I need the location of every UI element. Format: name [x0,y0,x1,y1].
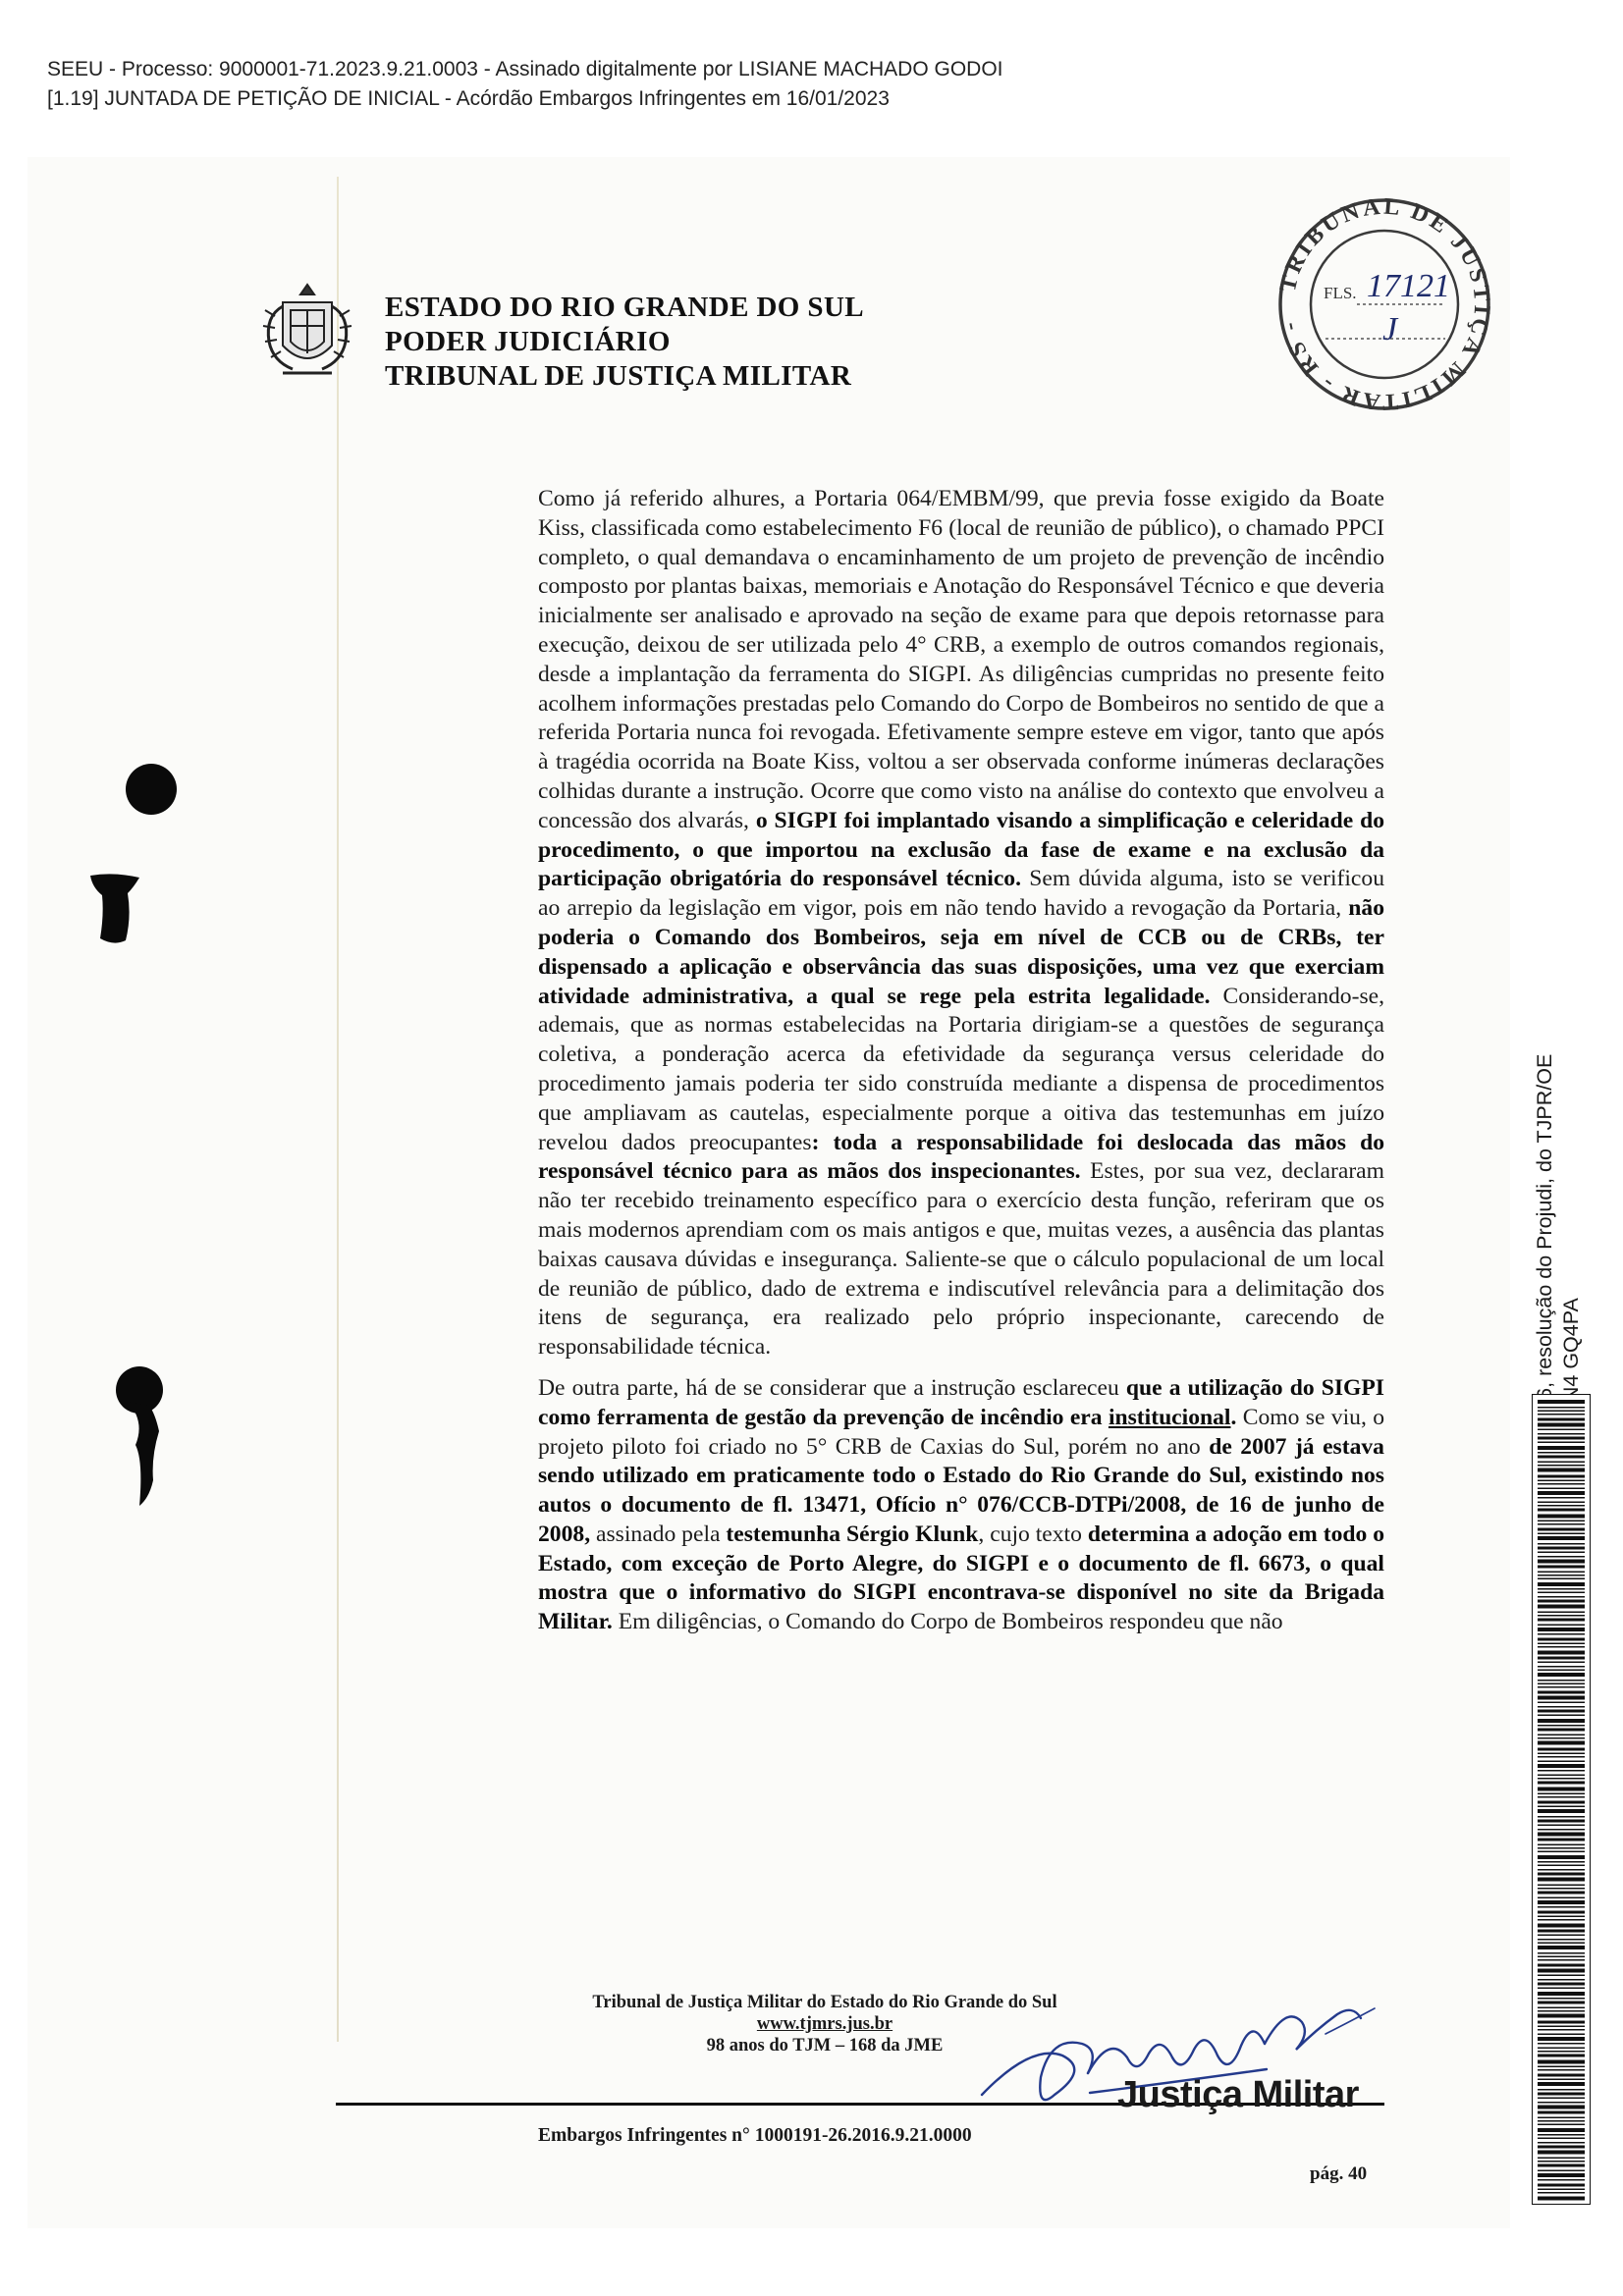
barcode-bar [1538,2029,1585,2031]
barcode-bar [1538,1897,1585,1899]
barcode-bar [1538,1651,1585,1655]
body-text [538,485,1384,1649]
justica-militar-logo: Justiça Militar [1117,2074,1359,2115]
barcode-bar [1538,1600,1585,1603]
barcode-bar [1538,2151,1585,2155]
stamp-fls-label: FLS. [1324,284,1357,302]
barcode-bar [1538,2007,1585,2009]
barcode-bar [1538,1788,1585,1791]
barcode-bar [1538,1588,1585,1590]
barcode-bar [1538,1761,1585,1763]
barcode-bar [1538,1706,1585,1708]
barcode-bar [1538,1643,1585,1645]
barcode-bar [1538,1770,1585,1772]
bold-text-run: não poderia o Comando dos Bombeiros, seja em nível de CCB ou de CRBs, ter dispensado a aplicação e observância das suas disposições, uma vez que exerciam atividade administrativa, a qual se rege pela estrita legalidade. [538,895,1384,1009]
court-stamp [1267,187,1502,422]
barcode-bar [1538,1924,1585,1928]
barcode-bar [1538,2197,1585,2201]
barcode-bar [1538,2002,1585,2004]
barcode-bar [1538,1662,1585,1664]
barcode-bar [1538,1873,1585,1876]
barcode-bar [1538,2128,1585,2132]
barcode-bar [1538,2079,1585,2081]
barcode-bar [1538,1566,1585,1569]
barcode-bar [1538,1673,1585,1677]
barcode-bar [1538,1710,1585,1713]
court-title-power: PODER JUDICIÁRIO [385,326,671,357]
barcode-bar [1538,1775,1585,1777]
barcode-bar [1538,2134,1585,2136]
ink-blot-mark [84,870,143,948]
barcode-bar [1538,1691,1585,1694]
barcode-bar [1538,1411,1585,1413]
barcode-bar [1538,1605,1585,1609]
barcode-bar [1538,1888,1585,1890]
footer-url[interactable]: www.tjmrs.jus.br [756,2014,893,2034]
barcode-bar [1538,1851,1585,1853]
bold-text-run: de 2007 já estava sendo utilizado em praticamente todo o Estado do Rio Grande do Sul, existindo nos autos o documento de fl. 13471, Ofício n° 076/CCB-DTPi/2008, de 16 de junho de 2008, [538,1433,1384,1547]
court-title-tribunal: TRIBUNAL DE JUSTIÇA MILITAR [385,360,852,392]
barcode-bar [1538,2089,1585,2091]
barcode-bar [1538,1756,1585,1758]
barcode-bar [1538,1753,1585,1755]
barcode-bar [1538,1946,1585,1949]
barcode-bar [1538,2120,1585,2122]
barcode-bar [1538,1628,1585,1631]
barcode-bar [1538,1612,1585,1614]
barcode-bar [1538,1833,1585,1837]
barcode-bar [1538,1719,1585,1723]
barcode-bar [1538,1725,1585,1727]
barcode-bar [1538,2034,1585,2036]
barcode-bar [1538,2102,1585,2104]
barcode-bar [1538,1741,1585,1745]
text-run: Estes, por sua vez, declararam não ter recebido treinamento específico para o exercício desta função, referiram que os mais modernos aprendiam com os mais antigos e que, muitas vezes, a ausência das plantas baixas causava dúvidas e insegurança. Saliente-se que o cálculo populacional de um local de reunião de público, dado de extrema e indiscutível relevância para a delimitação dos itens de segurança, era realizado pelo próprio inspecionante, carecendo de responsabilidade técnica. [538,1158,1385,1361]
barcode-bar [1538,1543,1585,1545]
barcode-bar [1538,2069,1585,2071]
barcode-bar [1538,1844,1585,1846]
barcode-bar [1538,2060,1585,2064]
barcode-bar [1538,1820,1585,1823]
barcode-bar [1538,1575,1585,1576]
barcode-bar [1538,2179,1585,2181]
barcode-bar [1538,1816,1585,1818]
barcode-bar [1538,1729,1585,1732]
barcode-bar [1538,1400,1585,1404]
barcode-bar [1538,1702,1585,1704]
barcode-bar [1538,1839,1585,1842]
barcode-bar [1538,1497,1585,1499]
text-run: assinado pela [590,1521,727,1547]
barcode-bar [1538,1992,1585,1996]
barcode-bar [1538,1959,1585,1961]
barcode-bar [1538,1855,1585,1859]
barcode-bar [1538,2138,1585,2140]
paragraph-2 [538,1374,1384,1637]
barcode-bar [1538,1521,1585,1522]
text-run: , cujo texto [978,1521,1088,1547]
barcode-bar [1538,1829,1585,1831]
barcode-bar [1538,1906,1585,1908]
stamp-handwritten-mark: J [1382,311,1398,347]
barcode-bar [1538,2106,1585,2109]
barcode-bar [1538,2021,1585,2024]
barcode-bar [1538,2111,1585,2114]
ink-blot-mark [110,1362,179,1510]
bold-text-run: institucional [1108,1404,1231,1430]
barcode-bar [1538,1505,1585,1507]
seeu-header-line1: SEEU - Processo: 9000001-71.2023.9.21.0003 - Assinado digitalmente por LISIANE MACHADO GODOI [47,58,1003,80]
barcode-bar [1538,1919,1585,1921]
barcode-bar [1538,1533,1585,1535]
barcode-bar [1538,2117,1585,2119]
barcode-bar [1538,1433,1585,1435]
barcode-bar [1538,1523,1585,1525]
barcode-bar [1538,1764,1585,1768]
barcode-bar [1538,1796,1585,1798]
barcode-bar [1538,1975,1585,1977]
barcode-bar [1538,2037,1585,2041]
barcode-bar [1538,1900,1585,1904]
barcode-bar [1538,1657,1585,1660]
seeu-header-line2: [1.19] JUNTADA DE PETIÇÃO DE INICIAL - Acórdão Embargos Infringentes em 16/01/2023 [47,87,890,110]
barcode-bar [1538,1666,1585,1668]
barcode-bar [1538,1528,1585,1531]
margin-line [337,177,339,2042]
barcode-bar [1538,1491,1585,1495]
barcode-bar [1538,1483,1585,1485]
bold-text-run: . [1230,1404,1237,1430]
footer-anniversary: 98 anos do TJM – 168 da JME [706,2036,944,2056]
bold-text-run: que a utilização do SIGPI como ferramenta de gestão da prevenção de incêndio era [538,1374,1384,1430]
stamp-fls-number: 17121 [1367,268,1450,304]
barcode-bar [1538,2098,1585,2100]
barcode-bar [1538,1547,1585,1550]
page-number: pág. 40 [1310,2163,1368,2184]
barcode-bar [1538,1646,1585,1648]
barcode-bar [1538,2043,1585,2045]
barcode-bar [1538,1956,1585,1958]
barcode-bar [1538,1407,1585,1409]
barcode-bar [1538,1969,1585,1973]
barcode-bar [1538,1683,1585,1685]
barcode-bar [1538,1446,1585,1450]
barcode-bar [1538,1556,1585,1558]
punch-hole-mark [122,760,181,819]
text-run: Considerando-se, ademais, que as normas estabelecidas na Portaria dirigiam-se a questões de segurança coletiva, a ponderação acerca da efetividade da segurança versus celeridade do procedimento jamais poderia ter sido construída mediante a dispensa de procedimentos que ampliavam as cautelas, especialmente porque a oitiva das testemunhas em juízo revelou dados preocupantes [538,983,1385,1155]
text-run: Como já referido alhures, a Portaria 064/EMBM/99, que previa fosse exigido da Boate Kiss, classificada como estabelecimento F6 (local de reunião de público), o chamado PPCI completo, o qual demandava o encaminhamento de um projeto de prevenção de incêndio composto por plantas baixas, memoriais e Anotação do Responsável Técnico e que deveria inicialmente ser analisado e aprovado na seção de exame para que depois retornasse para execução, deixou de ser utilizada pelo 4° CRB, a exemplo de outros comandos regionais, desde a implantação da ferramenta do SIGPI. As diligências cumpridas no presente feito acolhem informações prestadas pelo Comando do Corpo de Bombeiros no sentido de que a referida Portaria nunca foi revogada. Efetivamente sempre esteve em vigor, tanto que após à tragédia ocorrida na Boate Kiss, voltou a ser observada conforme inúmeras declarações colhidas durante a instrução. Ocorre que como visto na análise do contexto que envolveu a concessão dos alvarás, [538,486,1384,833]
barcode-bar [1538,1869,1585,1871]
barcode-bar [1538,1825,1585,1827]
barcode-bar [1538,1988,1585,1990]
barcode-bar [1538,2164,1585,2167]
paragraph-1 [538,485,1384,1362]
barcode-bar [1538,1442,1585,1444]
barcode-bar [1538,1515,1585,1519]
barcode-bar [1538,1509,1585,1512]
case-number: Embargos Infringentes n° 1000191-26.2016.9.21.0000 [538,2125,972,2146]
text-run: Em diligências, o Comando do Corpo de Bombeiros respondeu que não [612,1609,1283,1635]
barcode-bar [1538,1418,1585,1421]
barcode-bar [1538,2082,1585,2086]
barcode-bar [1538,1625,1585,1627]
barcode-bar [1538,1480,1585,1482]
barcode-bar [1538,1801,1585,1804]
barcode-bar [1538,1885,1585,1887]
seeu-header [47,55,1520,114]
barcode-bar [1538,2124,1585,2126]
barcode-bar [1538,1596,1585,1598]
barcode-bar [1538,1552,1585,1554]
barcode-bar [1538,1572,1585,1574]
barcode-bar [1538,2026,1585,2028]
barcode-bar [1538,1686,1585,1688]
footer-court-name: Tribunal de Justiça Militar do Estado do Rio Grande do Sul [592,1993,1057,2012]
barcode-bar [1538,1793,1585,1795]
barcode-bar [1538,1465,1585,1467]
text-run: Como se viu, o projeto piloto foi criado no 5° CRB de Caxias do Sul, porém no ano [538,1404,1384,1460]
barcode-bar [1538,2184,1585,2187]
barcode-bar [1538,1964,1585,1967]
barcode-bar [1538,2170,1585,2172]
barcode-bar [1538,1847,1585,1849]
barcode-bar [1538,1952,1585,1954]
text-run: Sem dúvida alguma, isto se verificou ao arrepio da legislação em vigor, pois em não tendo havido a revogação da Portaria, [538,866,1384,922]
barcode-bar [1538,1423,1585,1427]
barcode-bar [1538,2173,1585,2177]
bold-text-run: : toda a responsabilidade foi deslocada das mãos do responsável técnico para as mãos dos inspecionantes. [538,1129,1384,1185]
barcode-bar [1538,1998,1585,2000]
barcode-bar [1538,1592,1585,1594]
barcode-bar [1538,1735,1585,1736]
barcode-bar [1538,1578,1585,1580]
barcode-bar [1538,1414,1585,1415]
barcode-bar [1538,2158,1585,2160]
barcode-bar [1538,1437,1585,1440]
barcode-bar [1538,1475,1585,1478]
barcode-bar [1538,1619,1585,1622]
barcode-bar [1538,1696,1585,1700]
barcode-bar [1538,2142,1585,2144]
coat-of-arms-icon [253,277,361,385]
validation-line-1: resolução do Projudi, do TJPR/OE [1533,1053,1556,1376]
barcode-bar [1538,2192,1585,2194]
barcode-bar [1538,1462,1585,1464]
barcode-bar [1538,1778,1585,1780]
barcode-bar [1538,1979,1585,1981]
barcode-bar [1538,1468,1585,1472]
barcode-bar [1538,1582,1585,1586]
barcode-bar [1538,1748,1585,1751]
barcode-bar [1538,1638,1585,1641]
barcode-bar [1538,2010,1585,2012]
barcode-bar [1538,1429,1585,1431]
barcode-bar [1538,2074,1585,2077]
barcode-bar [1538,2055,1585,2057]
barcode-bar [1538,2048,1585,2050]
barcode-bar [1538,1536,1585,1540]
bold-text-run: testemunha Sérgio Klunk [726,1521,979,1547]
barcode-bar [1538,1680,1585,1682]
barcode-bar [1538,1865,1585,1867]
barcode-bar [1538,2014,1585,2018]
barcode-bar [1538,1935,1585,1937]
barcode-bar [1538,1930,1585,1933]
barcode-bar [1538,1456,1585,1459]
barcode-bar [1538,1861,1585,1863]
stamp-ring-text: TRIBUNAL DE JUSTIÇA MILITAR - RS - [1274,193,1495,415]
barcode-bar [1538,2066,1585,2068]
barcode-bar [1538,2161,1585,2163]
barcode-bar [1538,1911,1585,1914]
bold-text-run: determina a adoção em todo o Estado, com exceção de Porto Alegre, do SIGPI e o documento de fl. 6673, o qual mostra que o informativo do SIGPI encontrava-se disponível no site da Brigada Militar. [538,1521,1384,1635]
barcode-bar [1538,1452,1585,1454]
barcode-bar [1538,2189,1585,2191]
barcode-bar [1538,2051,1585,2053]
barcode-bar [1538,1633,1585,1635]
barcode-bar [1538,1892,1585,1895]
barcode-bar [1538,1806,1585,1808]
barcode-bar [1538,1983,1585,1986]
barcode-bar [1538,1670,1585,1672]
barcode-bar [1538,1715,1585,1717]
barcode-bar [1538,1878,1585,1882]
court-title-state: ESTADO DO RIO GRANDE DO SUL [385,292,865,323]
barcode-bar [1538,2146,1585,2149]
barcode-bar [1538,1502,1585,1504]
barcode-bar [1538,1615,1585,1617]
text-run: De outra parte, há de se considerar que a instrução esclareceu [538,1374,1126,1401]
barcode-bar [1538,1943,1585,1945]
barcode [1532,1394,1591,2205]
barcode-bar [1538,1782,1585,1785]
court-title [385,291,864,394]
barcode-bar [1538,1916,1585,1918]
barcode-bar [1538,1737,1585,1739]
barcode-bar [1538,1809,1585,1813]
barcode-bar [1538,1939,1585,1941]
barcode-bar [1538,2093,1585,2096]
barcode-bar [1538,1560,1585,1564]
bold-text-run: o SIGPI foi implantado visando a simplificação e celeridade do procedimento, o que importou na exclusão da fase de exame e na exclusão da participação obrigatória do responsável técnico. [538,807,1384,892]
barcode-bar [1538,1488,1585,1490]
